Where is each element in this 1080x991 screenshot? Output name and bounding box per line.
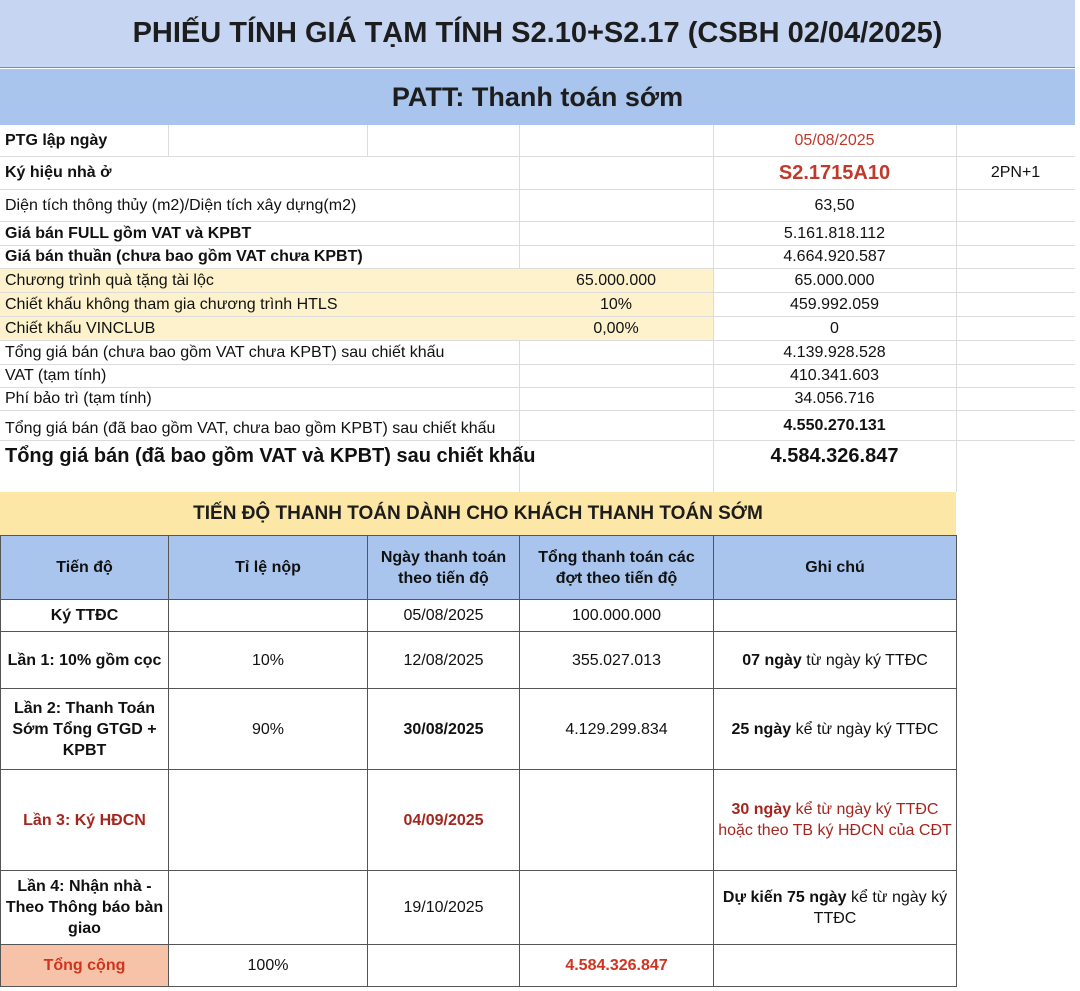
table-row [1, 632, 957, 689]
net-price-label: Giá bán thuần (chưa bao gồm VAT chưa KPBT) [5, 248, 363, 265]
page-title: PHIẾU TÍNH GIÁ TẠM TÍNH S2.10+S2.17 (CSBH 02/04/2025) [0, 0, 1075, 68]
grid-line [367, 125, 368, 157]
total-rate: 100% [169, 945, 368, 987]
date-cell: 30/08/2025 [368, 689, 520, 770]
area-value: 63,50 [814, 196, 855, 214]
table-row [1, 600, 957, 632]
full-price-label: Giá bán FULL gồm VAT và KPBT [5, 224, 252, 242]
note-text: kể từ ngày ký TTĐC [813, 888, 948, 927]
area-label: Diện tích thông thủy (m2)/Diện tích xây dựng(m2) [5, 196, 357, 214]
full-price-value: 5.161.818.112 [783, 224, 886, 242]
note-text: từ ngày ký TTĐC [801, 651, 928, 669]
stage-cell: Lần 4: Nhận nhà - Theo Thông báo bàn giao [1, 871, 169, 945]
stage-cell: Lần 3: Ký HĐCN [1, 770, 169, 871]
amount-cell: 4.129.299.834 [520, 689, 714, 770]
date-cell: 05/08/2025 [368, 600, 520, 632]
grand-total-label: Tổng giá bán (đã bao gồm VAT và KPBT) sau chiết khấu [5, 444, 536, 467]
total-amount: 4.584.326.847 [520, 945, 714, 987]
vat-value: 410.341.603 [790, 367, 879, 384]
header-amount: Tổng thanh toán các đợt theo tiến độ [520, 536, 714, 600]
note-cell [714, 632, 957, 689]
table-total-row [1, 945, 957, 987]
note-cell [714, 600, 957, 632]
note-bold: Dự kiến 75 ngày [722, 888, 847, 906]
ptg-date-label: PTG lập ngày [5, 131, 108, 149]
stage-cell: Lần 2: Thanh Toán Sớm Tổng GTGD + KPBT [1, 689, 169, 770]
rate-cell: 90% [169, 689, 368, 770]
rate-cell [169, 871, 368, 945]
header-note: Ghi chú [714, 536, 957, 600]
page-subtitle: PATT: Thanh toán sớm [0, 69, 1075, 125]
incl-vat-value: 4.550.270.131 [783, 416, 886, 434]
stage-cell: Lần 1: 10% gồm cọc [1, 632, 169, 689]
amount-cell [520, 871, 714, 945]
maintenance-fee-value: 34.056.716 [794, 390, 875, 407]
stage-cell: Ký TTĐC [1, 600, 169, 632]
discount-label: Chiết khấu không tham gia chương trình HTLS [0, 293, 713, 316]
note-text: kể từ ngày ký TTĐC [791, 720, 939, 738]
discount-rate: 10% [599, 295, 633, 313]
grid-line [168, 125, 169, 157]
discount-value: 459.992.059 [790, 295, 879, 313]
unit-code-label: Ký hiệu nhà ở [5, 164, 112, 181]
net-price-value: 4.664.920.587 [783, 248, 886, 265]
header-date: Ngày thanh toán theo tiến độ [368, 536, 520, 600]
amount-cell [520, 770, 714, 871]
note-bold: 07 ngày [742, 651, 802, 669]
rate-cell: 10% [169, 632, 368, 689]
rate-cell [169, 600, 368, 632]
note-cell [714, 770, 957, 871]
header-rate: Tỉ lệ nộp [169, 536, 368, 600]
amount-cell: 355.027.013 [520, 632, 714, 689]
note-cell [714, 871, 957, 945]
note-cell [714, 689, 957, 770]
total-date-empty [368, 945, 520, 987]
table-row [1, 871, 957, 945]
vinclub-value: 0 [830, 319, 839, 337]
note-bold: 30 ngày [731, 801, 792, 818]
maintenance-fee-label: Phí bảo trì (tạm tính) [5, 390, 152, 407]
total-label: Tổng cộng [1, 945, 169, 987]
gift-label: Chương trình quà tặng tài lộc [0, 269, 713, 292]
note-bold: 25 ngày [731, 720, 792, 738]
rate-cell [169, 770, 368, 871]
gift-value: 65.000.000 [794, 271, 875, 289]
total-note-empty [714, 945, 957, 987]
note-text: kể từ ngày ký TTĐC hoặc theo TB ký HĐCN của CĐT [718, 801, 952, 839]
schedule-title: TIẾN ĐỘ THANH TOÁN DÀNH CHO KHÁCH THANH TOÁN SỚM [0, 492, 956, 535]
vat-label: VAT (tạm tính) [5, 367, 107, 384]
gift-rate: 65.000.000 [575, 271, 657, 289]
table-header-row [1, 536, 957, 600]
vinclub-rate: 0,00% [593, 319, 639, 337]
date-cell: 04/09/2025 [368, 770, 520, 871]
vinclub-label: Chiết khấu VINCLUB [0, 317, 713, 340]
ptg-date-value: 05/08/2025 [794, 131, 875, 149]
date-cell: 19/10/2025 [368, 871, 520, 945]
grand-total-value: 4.584.326.847 [770, 444, 899, 467]
payment-schedule-table [0, 535, 957, 987]
header-stage: Tiến độ [1, 536, 169, 600]
table-row [1, 689, 957, 770]
incl-vat-label: Tổng giá bán (đã bao gồm VAT, chưa bao gồm KPBT) sau chiết khấu [5, 419, 496, 437]
after-discount-value: 4.139.928.528 [783, 343, 886, 361]
amount-cell: 100.000.000 [520, 600, 714, 632]
unit-code-value: S2.1715A10 [778, 161, 891, 184]
unit-type-value: 2PN+1 [990, 164, 1041, 181]
table-row [1, 770, 957, 871]
after-discount-label: Tổng giá bán (chưa bao gồm VAT chưa KPBT) sau chiết khấu [5, 343, 445, 361]
date-cell: 12/08/2025 [368, 632, 520, 689]
